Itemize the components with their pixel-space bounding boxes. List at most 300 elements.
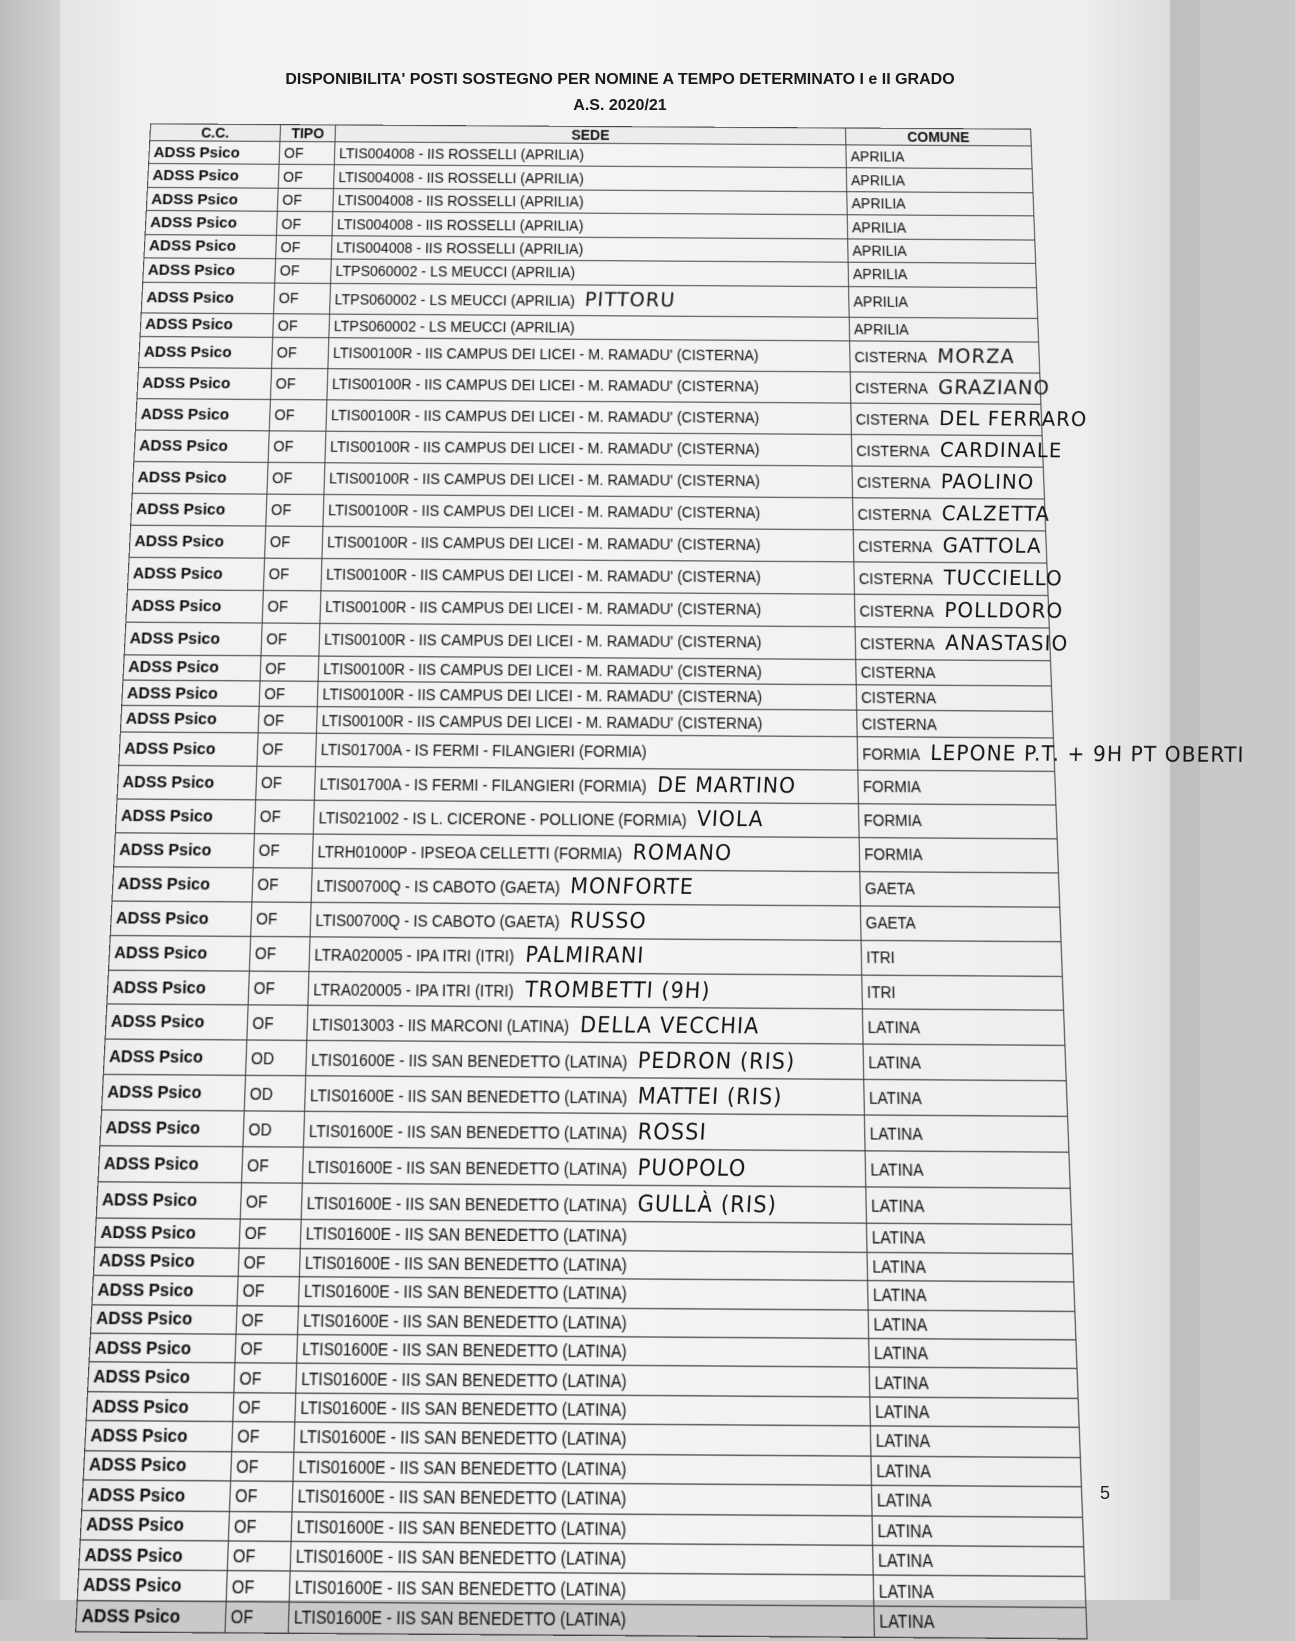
cell-tipo — [239, 1219, 301, 1248]
availability-table — [75, 123, 1246, 1639]
cell-cc — [119, 732, 258, 766]
cell-tipo-text: OF — [280, 238, 301, 256]
cell-tipo-text: OF — [238, 1397, 261, 1418]
cell-tipo — [278, 165, 334, 189]
cell-cc-text: ADSS Psico — [112, 977, 207, 998]
cell-sede-text: LTRH01000P - IPSEOA CELLETTI (FORMIA) — [317, 842, 623, 863]
cell-cc-text: ADSS Psico — [132, 563, 224, 583]
cell-tipo-text: OD — [250, 1048, 275, 1068]
cell-tipo — [231, 1451, 294, 1481]
cell-cc — [102, 1075, 246, 1111]
cell-comune-text: FORMIA — [862, 745, 921, 764]
cell-sede-text: LTIS00100R - IIS CAMPUS DEI LICEI - M. RAMADU' (CISTERNA) — [326, 533, 761, 554]
cell-cc — [135, 399, 270, 431]
cell-comune-text: LATINA — [868, 1088, 922, 1108]
cell-comune — [858, 803, 1057, 838]
cell-cc — [77, 1570, 227, 1601]
cell-cc-text: ADSS Psico — [118, 839, 212, 860]
cell-sede — [296, 1364, 870, 1397]
cell-comune — [872, 1515, 1084, 1546]
cell-tipo-text: OF — [230, 1606, 254, 1628]
cell-sede — [326, 400, 851, 435]
cell-tipo — [263, 558, 322, 591]
cell-cc-text: ADSS Psico — [98, 1250, 196, 1273]
cell-tipo-text: OF — [236, 1426, 260, 1447]
cell-comune — [874, 1606, 1087, 1639]
cell-tipo-text: OF — [241, 1309, 264, 1330]
cell-comune-text: CISTERNA — [855, 411, 929, 429]
cell-tipo — [247, 1005, 308, 1040]
cell-tipo — [252, 867, 312, 902]
handwritten-note: TROMBETTI (9H) — [523, 976, 711, 1004]
cell-comune-text: LATINA — [873, 1314, 928, 1335]
cell-cc-text: ADSS Psico — [113, 942, 208, 963]
cell-sede — [331, 236, 848, 263]
handwritten-note: GATTOLA — [941, 534, 1042, 559]
cell-sede-text: LTIS00100R - IIS CAMPUS DEI LICEI - M. RAMADU' (CISTERNA) — [324, 598, 762, 619]
cell-comune — [862, 975, 1064, 1011]
cell-sede — [329, 314, 850, 341]
cell-tipo-text: OF — [233, 1515, 257, 1537]
cell-tipo — [227, 1541, 291, 1572]
cell-tipo — [270, 368, 327, 399]
cell-comune — [856, 659, 1052, 686]
cell-tipo-text: OF — [267, 597, 289, 616]
cell-tipo-text: OF — [234, 1485, 258, 1507]
cell-tipo — [246, 1040, 307, 1076]
cell-tipo — [272, 337, 329, 368]
table-container — [75, 123, 1246, 1639]
cell-tipo — [269, 399, 327, 431]
cell-cc — [112, 866, 253, 901]
cell-tipo-text: OF — [274, 406, 295, 424]
cell-comune — [866, 1187, 1072, 1225]
cell-cc — [145, 211, 277, 235]
cell-tipo — [254, 800, 314, 834]
cell-comune-text: LATINA — [870, 1159, 924, 1180]
cell-tipo — [238, 1248, 300, 1277]
cell-cc — [103, 1040, 246, 1076]
cell-comune-text: APRILIA — [853, 320, 909, 338]
cell-sede — [334, 165, 847, 191]
cell-sede-text: LTIS00100R - IIS CAMPUS DEI LICEI - M. RAMADU' (CISTERNA) — [322, 659, 762, 681]
cell-sede-text: LTIS01600E - IIS SAN BENEDETTO (LATINA) — [304, 1252, 627, 1275]
cell-sede — [314, 766, 858, 803]
cell-tipo — [277, 188, 333, 212]
cell-sede — [303, 1112, 865, 1151]
cell-comune — [849, 317, 1038, 342]
cell-sede — [293, 1452, 872, 1486]
cell-tipo-text: OF — [243, 1252, 266, 1273]
cell-sede — [310, 902, 861, 940]
cell-sede-text: LTIS00100R - IIS CAMPUS DEI LICEI - M. RAMADU' (CISTERNA) — [327, 501, 761, 522]
cell-sede — [328, 338, 850, 372]
cell-comune — [869, 1338, 1077, 1369]
cell-sede — [312, 834, 860, 872]
cell-comune — [850, 341, 1040, 373]
cell-cc-text: ADSS Psico — [137, 468, 227, 487]
document-subtitle: A.S. 2020/21 — [573, 97, 667, 114]
cell-tipo — [261, 623, 320, 656]
cell-sede-text: LTIS01600E - IIS SAN BENEDETTO (LATINA) — [308, 1121, 628, 1143]
cell-sede-text: LTIS01600E - IIS SAN BENEDETTO (LATINA) — [299, 1427, 627, 1450]
cell-sede-text: LTIS01700A - IS FERMI - FILANGIERI (FORMIA) — [319, 775, 647, 796]
cell-sede — [308, 971, 862, 1009]
cell-tipo — [228, 1511, 292, 1541]
cell-sede — [320, 590, 855, 626]
cell-sede-text: LTIS004008 - IIS ROSSELLI (APRILIA) — [338, 168, 584, 187]
cell-sede — [295, 1393, 871, 1426]
cell-sede — [333, 188, 847, 215]
cell-tipo — [226, 1571, 290, 1602]
cell-cc — [144, 234, 277, 259]
cell-cc — [79, 1540, 229, 1571]
cell-comune-text: LATINA — [875, 1430, 931, 1452]
cell-cc-text: ADSS Psico — [148, 237, 237, 256]
cell-sede — [297, 1335, 870, 1368]
cell-tipo-text: OD — [249, 1084, 274, 1104]
cell-tipo-text: OF — [282, 191, 303, 208]
cell-sede — [292, 1482, 872, 1516]
cell-sede — [315, 733, 857, 770]
cell-sede — [322, 526, 854, 561]
cell-cc-text: ADSS Psico — [82, 1574, 182, 1597]
cell-comune — [861, 940, 1062, 976]
cell-sede — [319, 623, 856, 659]
cell-sede-text: LTIS01600E - IIS SAN BENEDETTO (LATINA) — [293, 1607, 627, 1631]
cell-comune-text: LATINA — [876, 1490, 932, 1512]
cell-cc — [91, 1304, 238, 1334]
cell-tipo-text: OF — [281, 215, 302, 232]
cell-tipo-text: OF — [245, 1191, 268, 1211]
cell-comune-text: CISTERNA — [861, 714, 937, 733]
cell-comune — [865, 1151, 1070, 1188]
cell-cc — [117, 765, 257, 799]
handwritten-note: PITTORU — [584, 288, 677, 312]
cell-comune — [854, 562, 1063, 596]
document-title: DISPONIBILITA' POSTI SOSTEGNO PER NOMINE A TEMPO DETERMINATO I e II GRADO — [285, 71, 955, 88]
cell-cc — [140, 312, 274, 337]
handwritten-note: CARDINALE — [939, 439, 1063, 463]
cell-cc-text: ADSS Psico — [122, 772, 215, 793]
cell-tipo-text: OF — [239, 1367, 262, 1389]
cell-comune-text: APRILIA — [850, 148, 905, 165]
cell-comune — [846, 168, 1033, 193]
cell-comune — [867, 1252, 1074, 1282]
cell-comune-text: CISTERNA — [857, 506, 932, 524]
header-cc: C.C. — [150, 124, 281, 142]
handwritten-note: PAOLINO — [940, 470, 1035, 495]
cell-comune-text: CISTERNA — [860, 663, 936, 682]
cell-cc — [96, 1182, 241, 1219]
cell-comune-text: LATINA — [877, 1520, 933, 1542]
cell-sede-text: LTIS00100R - IIS CAMPUS DEI LICEI - M. RAMADU' (CISTERNA) — [328, 469, 761, 490]
cell-sede-text: LTIS004008 - IIS ROSSELLI (APRILIA) — [337, 192, 584, 210]
cell-cc — [105, 1004, 248, 1040]
cell-tipo — [236, 1305, 298, 1334]
handwritten-note: GULLÀ (RIS) — [637, 1190, 779, 1219]
cell-comune — [847, 215, 1035, 240]
cell-tipo — [259, 681, 318, 707]
cell-cc — [80, 1510, 229, 1541]
cell-sede — [306, 1041, 864, 1080]
cell-cc — [127, 557, 264, 590]
cell-tipo-text: OF — [283, 145, 304, 162]
cell-sede — [307, 1006, 863, 1045]
cell-cc-text: ADSS Psico — [117, 873, 211, 894]
cell-tipo-text: OF — [279, 262, 300, 280]
cell-cc — [76, 1600, 226, 1632]
cell-comune-text: ITRI — [866, 982, 896, 1002]
cell-cc-text: ADSS Psico — [97, 1279, 194, 1301]
cell-sede — [334, 142, 846, 168]
cell-comune-text: APRILIA — [852, 242, 908, 259]
cell-sede — [324, 463, 853, 498]
cell-sede — [323, 494, 853, 529]
cell-sede-text: LTIS004008 - IIS ROSSELLI (APRILIA) — [338, 145, 584, 163]
cell-sede — [311, 868, 860, 906]
cell-tipo-text: OF — [270, 501, 292, 519]
cell-cc — [149, 141, 280, 165]
cell-comune — [848, 239, 1036, 264]
cell-comune-text: LATINA — [872, 1285, 927, 1306]
cell-cc — [126, 589, 264, 622]
cell-cc — [134, 430, 269, 462]
cell-sede-text: LTIS021002 - IS L. CICERONE - POLLIONE (FORMIA) — [318, 808, 687, 830]
cell-sede — [331, 259, 849, 286]
cell-comune — [860, 905, 1061, 941]
cell-tipo — [279, 141, 335, 165]
cell-cc — [132, 461, 268, 494]
cell-cc-text: ADSS Psico — [153, 143, 241, 162]
cell-cc-text: ADSS Psico — [110, 1012, 205, 1033]
cell-tipo-text: OF — [244, 1223, 267, 1244]
header-comune: COMUNE — [846, 128, 1032, 146]
cell-sede — [332, 212, 848, 239]
cell-sede-text: LTIS00100R - IIS CAMPUS DEI LICEI - M. RAMADU' (CISTERNA) — [322, 685, 763, 706]
cell-comune-text: CISTERNA — [854, 349, 928, 367]
cell-cc-text: ADSS Psico — [81, 1605, 181, 1628]
cell-comune — [873, 1545, 1085, 1577]
cell-tipo — [234, 1363, 297, 1393]
cell-tipo — [260, 655, 319, 681]
cell-cc — [122, 680, 260, 707]
cell-tipo — [268, 431, 326, 463]
cell-comune — [871, 1485, 1082, 1516]
cell-comune-text: LATINA — [868, 1052, 921, 1072]
cell-comune-text: LATINA — [877, 1550, 934, 1572]
handwritten-note: MONFORTE — [569, 873, 695, 900]
cell-tipo — [225, 1601, 289, 1633]
background-right — [1170, 0, 1200, 1600]
cell-cc-text: ADSS Psico — [127, 657, 220, 678]
cell-cc — [143, 258, 276, 283]
cell-tipo-text: OF — [252, 1013, 274, 1033]
cell-sede-text: LTIS00100R - IIS CAMPUS DEI LICEI - M. RAMADU' (CISTERNA) — [323, 630, 762, 651]
cell-tipo — [251, 902, 311, 937]
cell-tipo — [253, 833, 313, 867]
cell-tipo-text: OF — [258, 841, 280, 860]
cell-cc — [124, 622, 262, 656]
cell-comune-text: APRILIA — [852, 266, 908, 283]
cell-sede-text: LTPS060002 - LS MEUCCI (APRILIA) — [333, 317, 575, 336]
cell-cc-text: ADSS Psico — [101, 1189, 198, 1212]
cell-sede-text: LTIS01600E - IIS SAN BENEDETTO (LATINA) — [300, 1368, 627, 1391]
cell-cc-text: ADSS Psico — [141, 374, 231, 393]
cell-cc-text: ADSS Psico — [149, 214, 238, 232]
handwritten-note: PALMIRANI — [524, 942, 645, 969]
cell-comune-text: CISTERNA — [854, 380, 929, 398]
cell-tipo — [240, 1183, 302, 1220]
cell-comune — [868, 1281, 1075, 1311]
cell-tipo — [248, 971, 309, 1006]
cell-cc-text: ADSS Psico — [140, 405, 230, 424]
cell-cc — [141, 282, 274, 313]
cell-sede-text: LTIS01600E - IIS SAN BENEDETTO (LATINA) — [307, 1157, 628, 1179]
cell-sede — [302, 1147, 865, 1187]
page-number: 5 — [1100, 1483, 1111, 1503]
cell-sede — [316, 707, 857, 736]
header-sede: SEDE — [335, 125, 846, 145]
cell-tipo — [243, 1111, 305, 1147]
cell-tipo-text: OF — [246, 1155, 269, 1175]
cell-comune — [851, 434, 1063, 467]
cell-comune — [851, 403, 1088, 436]
cell-comune — [853, 498, 1051, 531]
cell-cc — [137, 367, 272, 399]
cell-cc-text: ADSS Psico — [125, 709, 218, 729]
cell-cc — [120, 706, 259, 733]
cell-cc — [147, 164, 279, 188]
cell-tipo — [276, 212, 332, 236]
cell-comune — [870, 1426, 1080, 1457]
cell-sede-text: LTIS00100R - IIS CAMPUS DEI LICEI - M. RAMADU' (CISTERNA) — [332, 344, 759, 365]
cell-cc-text: ADSS Psico — [147, 261, 236, 280]
cell-cc — [146, 187, 278, 211]
cell-tipo-text: OF — [253, 978, 276, 998]
cell-cc-text: ADSS Psico — [129, 628, 221, 648]
cell-tipo-text: OF — [240, 1338, 263, 1359]
handwritten-note: PEDRON (RIS) — [637, 1047, 797, 1075]
cell-cc-text: ADSS Psico — [87, 1484, 186, 1507]
cell-sede-text: LTIS00700Q - IS CABOTO (GAETA) — [316, 876, 560, 897]
cell-cc — [86, 1391, 234, 1421]
cell-sede — [309, 936, 862, 974]
cell-tipo — [275, 259, 332, 283]
handwritten-note: LEPONE P.T. + 9H PT OBERTI — [930, 741, 1246, 768]
cell-comune — [868, 1309, 1076, 1339]
cell-sede-text: LTIS01600E - IIS SAN BENEDETTO (LATINA) — [306, 1193, 627, 1215]
cell-tipo-text: OF — [242, 1281, 265, 1301]
cell-comune — [862, 1009, 1065, 1045]
cell-sede — [299, 1248, 867, 1280]
cell-sede-text: LTIS00100R - IIS CAMPUS DEI LICEI - M. RAMADU' (CISTERNA) — [329, 438, 760, 458]
cell-cc — [89, 1333, 236, 1363]
cell-tipo — [262, 590, 321, 623]
cell-cc-text: ADSS Psico — [134, 531, 225, 551]
cell-tipo-text: OF — [264, 659, 287, 677]
cell-sede-text: LTIS01700A - IS FERMI - FILANGIERI (FORMIA) — [320, 740, 647, 761]
handwritten-note: ROSSI — [637, 1118, 709, 1146]
cell-cc — [100, 1110, 244, 1147]
handwritten-note: DELLA VECCHIA — [579, 1012, 761, 1040]
cell-tipo — [232, 1422, 295, 1452]
cell-tipo-text: OD — [248, 1119, 272, 1139]
cell-tipo-text: OF — [261, 740, 284, 759]
cell-tipo-text: OF — [275, 375, 296, 393]
cell-tipo — [258, 707, 317, 733]
cell-sede-text: LTIS00100R - IIS CAMPUS DEI LICEI - M. RAMADU' (CISTERNA) — [330, 407, 760, 427]
cell-cc-text: ADSS Psico — [115, 908, 209, 929]
cell-cc — [138, 337, 272, 369]
cell-cc-text: ADSS Psico — [105, 1118, 201, 1140]
cell-sede-text: LTIS01600E - IIS SAN BENEDETTO (LATINA) — [309, 1085, 628, 1107]
cell-sede-text: LTIS01600E - IIS SAN BENEDETTO (LATINA) — [294, 1576, 627, 1600]
cell-sede — [294, 1422, 871, 1455]
cell-cc-text: ADSS Psico — [89, 1424, 188, 1448]
cell-cc-text: ADSS Psico — [94, 1337, 192, 1359]
cell-tipo-text: OF — [255, 909, 278, 929]
cell-comune-text: ITRI — [866, 947, 896, 967]
cell-comune-text: LATINA — [879, 1611, 935, 1633]
cell-comune-text: LATINA — [872, 1256, 926, 1277]
cell-cc-text: ADSS Psico — [120, 806, 214, 826]
cell-cc-text: ADSS Psico — [88, 1454, 187, 1477]
cell-tipo — [244, 1076, 305, 1112]
cell-sede — [330, 283, 850, 317]
cell-tipo-text: OF — [277, 317, 298, 334]
cell-sede — [327, 369, 851, 403]
cell-comune — [850, 372, 1051, 404]
cell-cc-text: ADSS Psico — [143, 343, 232, 362]
cell-sede — [298, 1306, 869, 1339]
cell-comune — [873, 1576, 1086, 1608]
cell-tipo-text: OF — [254, 944, 277, 963]
cell-cc-text: ADSS Psico — [135, 499, 226, 519]
cell-comune-text: APRILIA — [850, 171, 906, 189]
cell-comune-text: CISTERNA — [859, 635, 935, 653]
header-tipo: TIPO — [280, 125, 336, 142]
cell-comune — [853, 529, 1047, 562]
cell-tipo — [235, 1334, 298, 1364]
handwritten-note: DEL FERRARO — [938, 407, 1088, 432]
handwritten-note: ROMANO — [632, 840, 734, 866]
cell-comune-text: LATINA — [870, 1195, 925, 1216]
cell-tipo — [265, 526, 323, 558]
cell-comune-text: LATINA — [873, 1343, 929, 1364]
cell-comune — [848, 262, 1036, 287]
cell-tipo-text: OF — [282, 168, 303, 185]
cell-tipo-text: OF — [271, 469, 293, 487]
cell-cc — [131, 493, 267, 526]
cell-cc — [85, 1421, 233, 1452]
table-row — [76, 1600, 1087, 1638]
cell-comune — [857, 737, 1246, 772]
cell-comune — [854, 594, 1064, 628]
cell-cc — [114, 832, 255, 867]
cell-comune — [858, 770, 1056, 805]
cell-tipo — [242, 1147, 304, 1183]
cell-cc — [92, 1275, 238, 1305]
cell-cc — [83, 1450, 231, 1481]
handwritten-note: MATTEI (RIS) — [637, 1083, 784, 1111]
cell-tipo — [266, 494, 324, 526]
cell-comune — [855, 626, 1069, 660]
cell-comune — [870, 1397, 1079, 1428]
cell-cc-text: ADSS Psico — [95, 1308, 193, 1330]
cell-comune — [849, 286, 1038, 318]
cell-tipo — [237, 1276, 299, 1305]
